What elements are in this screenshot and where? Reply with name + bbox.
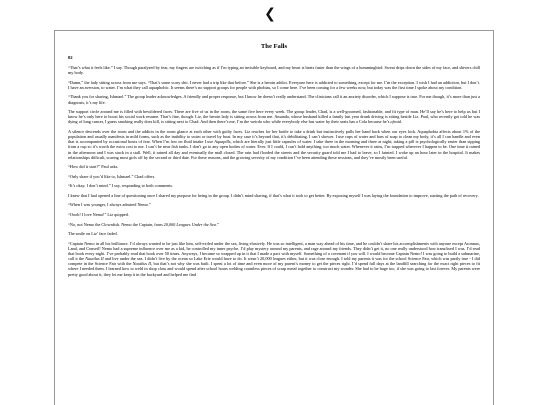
italic-text: Nautilus II xyxy=(132,261,152,267)
chevron-left-icon[interactable]: ❮ xyxy=(264,6,276,22)
italic-text: Nautilus II xyxy=(85,256,104,262)
paragraph: “That’s what it feels like.” I say. Though paralyzed by fear, my fingers are twitching as if I’m typing an invisible keyboard, and my heart is beats faster than the wings of a hummingbird. Sweat drips down the sides of my face, and shivers chill my body. xyxy=(68,65,480,76)
chapter-number: 02 xyxy=(68,55,73,60)
italic-text: Aquapills xyxy=(214,139,231,145)
viewer-toolbar xyxy=(0,0,540,30)
page-content xyxy=(68,42,480,281)
paragraph: “When I was younger, I always admired Nemo.” xyxy=(68,202,151,208)
paragraph: I knew that I had opened a line of questioning once I shared my purpose for being in the group. I didn’t mind sharing, if that’s what it took to get better. By exposing myself I was laying the foundation to improve, starting the path of recovery. xyxy=(68,192,479,198)
paragraph: “Oooh! I love Nemo!” Liz quipped. xyxy=(68,212,129,218)
paragraph: A silence descends over the room and the addicts in the room glance at each other with guilty faces. Liz reaches for her bottle to take a drink but instinctively pulls her hand back when our eyes lock. Aquaphobia affects about 1% of the population and usually manifests in mild forms, such as the inability to swim or travel by boat. In my case it’s beyond that, it’s debilitating. I can’t shower. I use cups of water and bars of soap to clean my body, it’s all I can handle and even that is accompanied by occasional bouts of fear. When I’m low on fluid intake I use Aquapills, which are literally just little capsules of water. I take three in the morning and three at night; taking a pill is psychologically easier than sipping from a cup so it’s worth the extra cost to me. I can’t be near fish tanks. I don’t go to any open bodies of water. Ever. If I could, I can’t hold anything, too much water. Whenever it rains, I’m trapped wherever I happen to be. One time it rained in the afternoon and I was stuck in a stall. Well, it rained all day and eventually the mall closed. The rain had flooded the streets and the security guard told me I had to leave, so I fainted. I woke up an hour later in the hospital. It makes relationships difficult, scaring most girls off by the second or third date. For these reasons, and the growing severity of my condition I’ve been attending these sessions, and they’ve mostly been useful. xyxy=(68,128,480,160)
paragraph: “How did it start?” Paul asks. xyxy=(68,164,119,170)
paragraph: “No, not Nemo the Clownfish. Nemo the Captain, from 20,000 Leagues Under the Sea.” xyxy=(68,221,219,227)
paragraph: “Only share if you’d like to, Ishmael.” Chad offers. xyxy=(68,173,156,179)
paragraph-list xyxy=(68,65,480,277)
paragraph: “It’s okay. I don’t mind.” I say, responding to both comments. xyxy=(68,183,174,189)
document-page xyxy=(54,30,494,405)
document-title: The Falls xyxy=(260,43,288,50)
italic-text: 20,000 Leagues Under the Sea xyxy=(163,221,216,227)
paragraph: “Thank you for sharing, Ishmael.” The group leader acknowledges. A friendly and proper response, but I know he doesn’t really understand. The clinicians call it an anxiety disorder, which I suppose is true. For me though, it’s more than just a diagnosis, it’s my life. xyxy=(68,94,480,105)
paragraph: “Captain Nemo in all his brilliance. I’d always wanted to be just like him, self-exiled under the sea, living elusively. He was so intelligent, a man way ahead of his time, and he couldn’t share his accomplishments with anyone except Aronnax, Land, and Conseil! Nemo had a supreme influence over me as a kid, he controlled my inner psyche. I’d play mystery around my parents, and rage around my friends. They didn’t get it, no one really understood how transfixed I was. I’d read that book every night. I’ve probably read that book over 50 times. Anyways, I became so wrapped up in it that I made a pact with myself. Something of a covenant if you will. I would become Captain Nemo! I was going to build a submarine, call it the Nautilus II and live under the sea. I didn’t live by the ocean so Lake Erie would have to do. It wasn’t 20,000 leagues either, but it was close enough. I told my parents it was for the school Science Fair, which was partly true - I did compete in the Science Fair with the Nautilus II, but that’s not why she was built. I spent a lot of time and even more of my parent’s money to get the pieces right. I’d spend full days at the landfill searching for the exact right pieces to fit where I needed them. I learned how to weld in shop class and would spend after school hours welding countless pieces of scrap metal together to construct my wonder. She had to be huge too, if she was going to last forever. My parents were pretty good about it; they let me keep it in the backyard and helped me find xyxy=(68,240,481,277)
paragraph: The support circle around me is filled with bewildered faces. There are five of us in the room, the same five here every week. The group leader, Chad, is a well-groomed, fashionable, and fit type of man. He’ll say he’s here to help us but I know he’s only here to boost his social work resume. That’s fine, though. Liz, the heroin lady is sitting across from me. Amanda, whose husband killed a family last year drunk driving is sitting beside Liz. Paul, who recently got told he was dying of lung cancer, I guess smoking really does kill, is sitting next to Chad. And then there’s me, I’m the weirdo who while everybody else has water by their seats has a Cola because he’s afraid. xyxy=(68,109,480,125)
paragraph: “Damn,” the lady sitting across from me says. “That’s some scary shit. I never had a trip like that before.” She is a heroin addict. Everyone here is addicted to something, except for me. I’m the exception. I wish I had an addiction, but I don’t. I have an aversion, to water. I’m what they call aquaphobic. It seems there’s no support groups for people with phobias, so I come here. I’ve been coming for a few weeks now, but today was the first time I spoke about my condition. xyxy=(68,79,480,90)
paragraph: The smile on Liz’ face faded. xyxy=(68,231,118,237)
italic-text: afraid xyxy=(390,119,401,125)
